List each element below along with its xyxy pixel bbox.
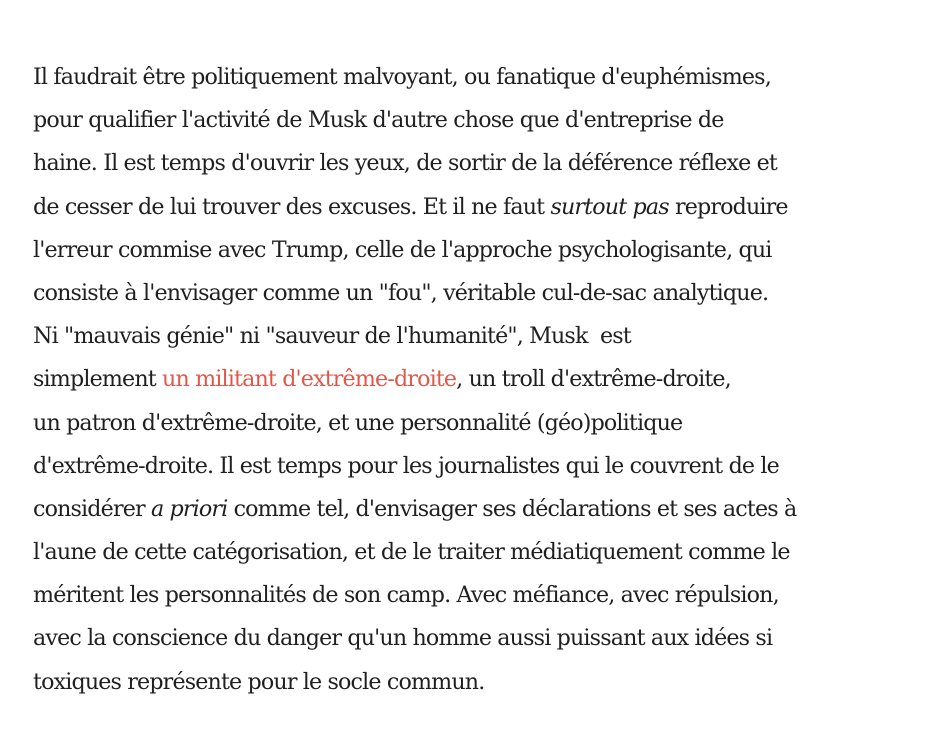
text-line: consiste à l'envisager comme un "fou", véritable cul-de-sac analytique. — [33, 279, 769, 306]
text-segment: considérer — [33, 495, 151, 522]
text-line: l'aune de cette catégorisation, et de le traiter médiatiquement comme le — [33, 539, 790, 566]
text-segment: comme tel, d'envisager ses déclarations et ses actes à — [227, 495, 797, 522]
text-segment: simplement — [33, 366, 163, 393]
text-line: pour qualifier l'activité de Musk d'autre chose que d'entreprise de — [33, 107, 724, 134]
text-line: toxiques représente pour le socle commun. — [33, 668, 485, 695]
text-line — [33, 358, 903, 401]
text-segment: , un troll d'extrême-droite, — [456, 366, 731, 393]
text-line — [33, 488, 903, 531]
emphasis-text: surtout pas — [550, 193, 669, 220]
text-line: l'erreur commise avec Trump, celle de l'approche psychologisante, qui — [33, 236, 772, 263]
text-line: Il faudrait être politiquement malvoyant, ou fanatique d'euphémismes, — [33, 64, 771, 90]
text-segment: reproduire — [668, 193, 788, 220]
text-line: méritent les personnalités de son camp. Avec méfiance, avec répulsion, — [33, 582, 779, 609]
text-line: d'extrême-droite. Il est temps pour les journalistes qui le couvrent de le — [33, 452, 779, 479]
emphasis-text: a priori — [150, 495, 228, 522]
text-line: avec la conscience du danger qu'un homme aussi puissant aux idées si — [33, 625, 773, 652]
text-line: un patron d'extrême-droite, et une personnalité (géo)politique — [33, 409, 683, 436]
text-segment: de cesser de lui trouver des excuses. Et il ne faut — [33, 193, 551, 220]
text-line: Ni "mauvais génie" ni "sauveur de l'humanité", Musk est — [33, 323, 631, 350]
inline-link[interactable]: un militant d'extrême-droite — [162, 366, 457, 393]
article-paragraph — [33, 56, 903, 704]
text-line — [33, 186, 903, 229]
text-line: haine. Il est temps d'ouvrir les yeux, de sortir de la déférence réflexe et — [33, 150, 778, 177]
